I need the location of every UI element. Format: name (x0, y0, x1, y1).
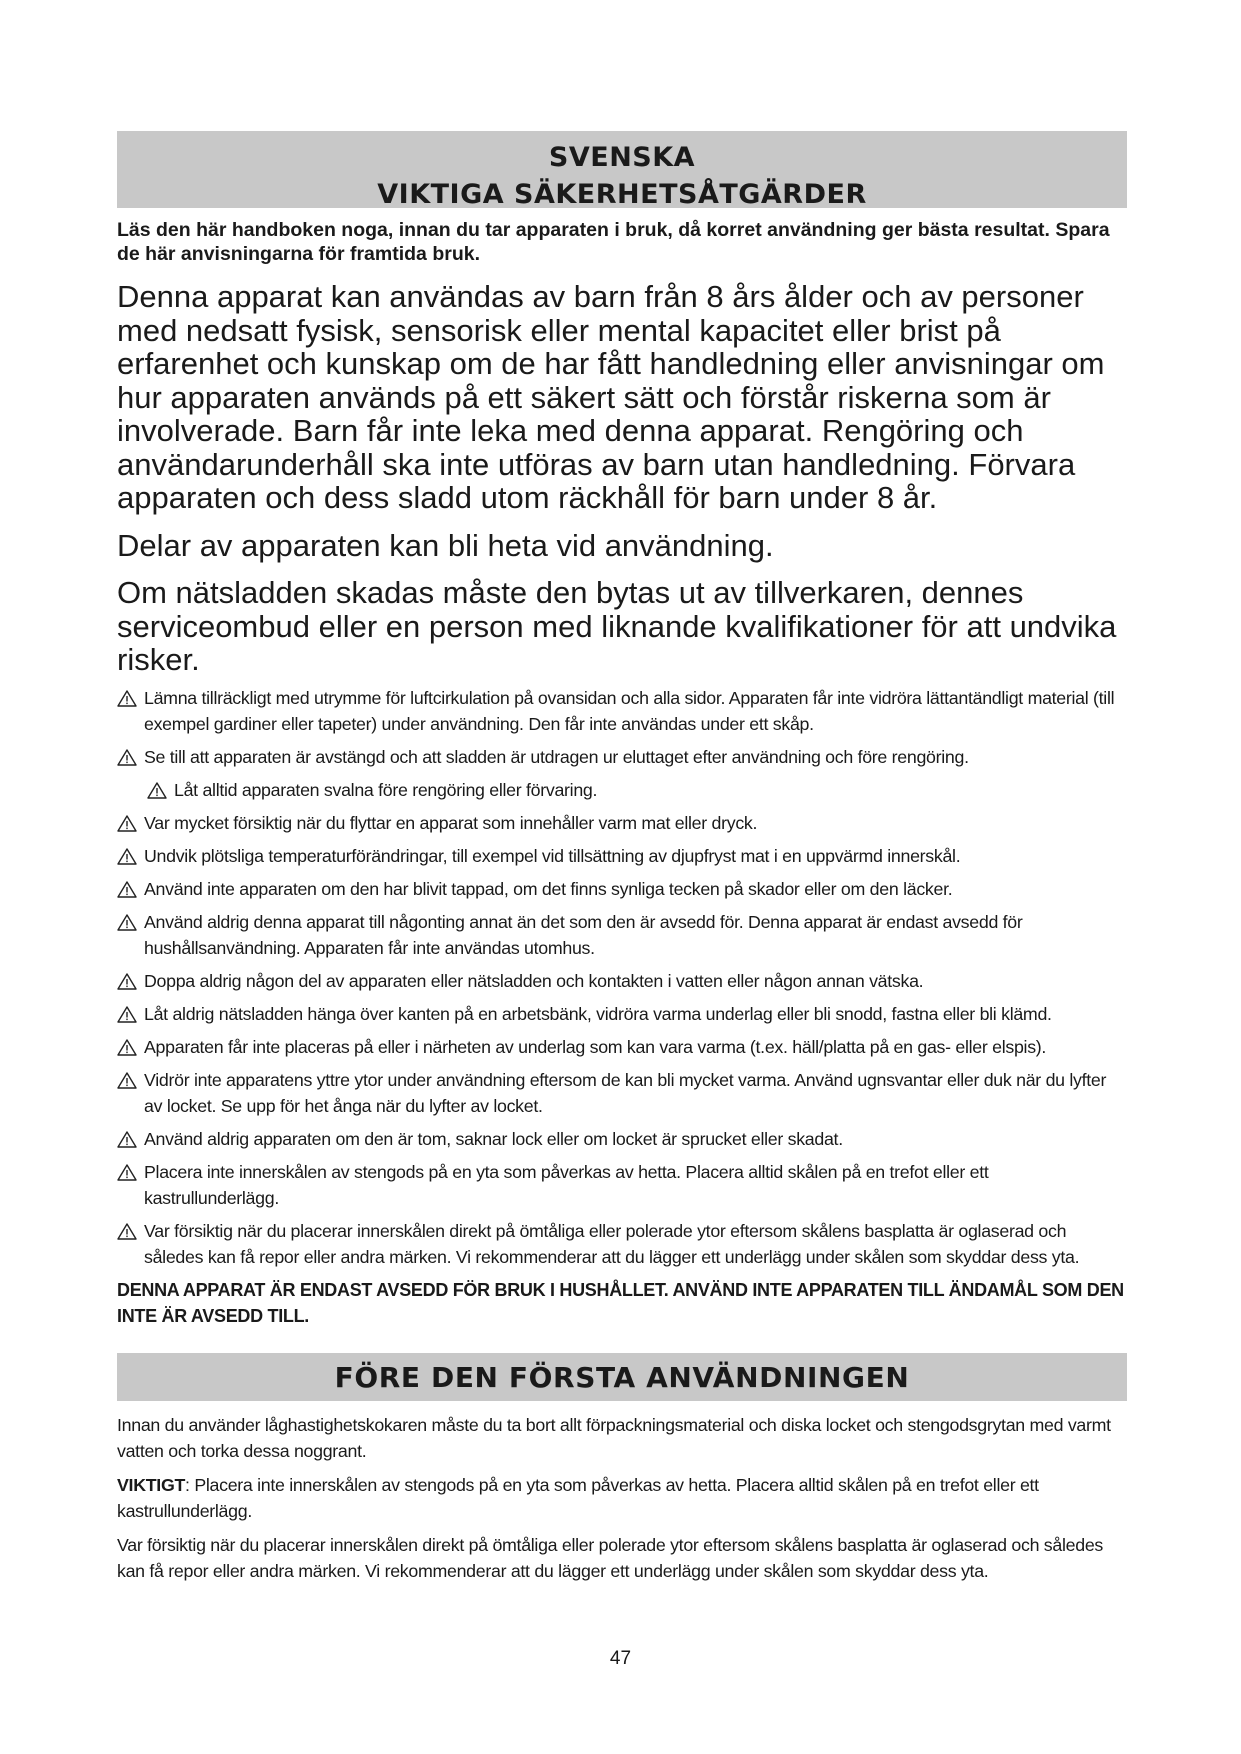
warning-item (117, 876, 1127, 902)
warning-text: Vidrör inte apparatens yttre ytor under användning eftersom de kan bli mycket varma. Använd ugnsvantar eller duk när du lyfter av locket. Se upp för het ånga när du lyfter av locket. (144, 1069, 1107, 1116)
warning-list (117, 685, 1127, 1270)
warning-triangle-icon (117, 1159, 141, 1181)
warning-item (117, 843, 1127, 869)
warning-triangle-icon (117, 685, 141, 707)
warning-item (117, 1001, 1127, 1027)
warning-text: Lämna tillräckligt med utrymme för luftcirkulation på ovansidan och alla sidor. Apparaten får inte vidröra lättantändligt material (till exempel gardiner eller tapeter) under användning. Den får inte användas under ett skåp. (144, 687, 1115, 734)
warning-text: Använd inte apparaten om den har blivit tappad, om det finns synliga tecken på skador eller om den läcker. (144, 878, 953, 899)
section-heading: FÖRE DEN FÖRSTA ANVÄNDNINGEN (117, 1353, 1127, 1401)
warning-text: Undvik plötsliga temperaturförändringar, till exempel vid tillsättning av djupfryst mat i en uppvärmd innerskål. (144, 845, 961, 866)
warning-item (117, 1067, 1127, 1119)
warning-triangle-icon (117, 909, 141, 931)
warning-triangle-icon (117, 1001, 141, 1023)
surface-care-paragraph: Var försiktig när du placerar innerskålen direkt på ömtåliga eller polerade ytor eftersom skålens basplatta är oglaserad och således kan få repor eller andra märken. Vi rekommenderar att du lägger ett underlägg under skålen som skyddar dess yta. (117, 1534, 1104, 1581)
warning-item (117, 1034, 1127, 1060)
language-heading: SVENSKA (548, 142, 696, 173)
household-notice: DENNA APPARAT ÄR ENDAST AVSEDD FÖR BRUK I HUSHÅLLET. ANVÄND INTE APPARATEN TILL ÄNDAMÅL SOM DEN INTE ÄR AVSEDD TILL. (117, 1279, 1124, 1326)
warning-triangle-icon (117, 968, 141, 990)
warning-item (117, 685, 1127, 737)
warning-item (117, 1126, 1127, 1152)
intro-text: Läs den här handboken noga, innan du tar apparaten i bruk, då korret användning ger bästa resultat. Spara de här anvisningarna för framtida bruk. (117, 219, 1110, 265)
warning-text: Använd aldrig denna apparat till någonting annat än det som den är avsedd för. Denna apparat är endast avsedd för hushållsanvändning. Apparaten får inte användas utomhus. (144, 911, 1023, 958)
important-text: : Placera inte innerskålen av stengods på en yta som påverkas av hetta. Placera alltid skålen på en trefot eller ett kastrullunderlägg. (117, 1474, 1039, 1521)
warning-triangle-icon (117, 1126, 141, 1148)
warning-item (117, 810, 1127, 836)
page-number: 47 (609, 1648, 632, 1669)
warning-triangle-icon (117, 1218, 141, 1240)
unpacking-paragraph: Innan du använder låghastighetskokaren måste du ta bort allt förpackningsmaterial och diska locket och stengodsgrytan med varmt vatten och torka dessa noggrant. (117, 1414, 1111, 1461)
warning-text: Låt aldrig nätsladden hänga över kanten på en arbetsbänk, vidröra varma underlag eller bli snodd, fastna eller bli klämd. (144, 1003, 1052, 1024)
warning-text: Apparaten får inte placeras på eller i närheten av underlag som kan vara varma (t.ex. häll/platta på en gas- eller elspis). (144, 1036, 1047, 1057)
warning-item (117, 909, 1127, 961)
important-label: VIKTIGT (117, 1474, 186, 1495)
warning-triangle-icon (117, 876, 141, 898)
warning-triangle-icon (117, 1034, 141, 1056)
warning-text: Låt alltid apparaten svalna före rengöring eller förvaring. (174, 779, 598, 800)
warning-triangle-icon (117, 1067, 141, 1089)
header-banner (117, 131, 1127, 208)
warning-triangle-icon (117, 744, 141, 766)
warning-triangle-icon (117, 843, 141, 865)
important-paragraph (117, 1472, 1127, 1524)
hot-parts-paragraph: Delar av apparaten kan bli heta vid användning. (117, 527, 774, 563)
warning-triangle-icon (147, 777, 171, 799)
warning-text: Placera inte innerskålen av stengods på en yta som påverkas av hetta. Placera alltid skålen på en trefot eller ett kastrullunderlägg. (144, 1161, 989, 1208)
page-title: VIKTIGA SÄKERHETSÅTGÄRDER (377, 179, 867, 210)
warning-text: Se till att apparaten är avstängd och att sladden är utdragen ur eluttaget efter användning och före rengöring. (144, 746, 969, 767)
power-cord-paragraph: Om nätsladden skadas måste den bytas ut av tillverkaren, dennes serviceombud eller en person med liknande kvalifikationer för att undvika risker. (117, 575, 1117, 677)
warning-text: Var försiktig när du placerar innerskålen direkt på ömtåliga eller polerade ytor eftersom skålens basplatta är oglaserad och således kan få repor eller andra märken. Vi rekommenderar att du lägger ett underlägg under skålen som skyddar dess yta. (144, 1220, 1080, 1267)
warning-item (117, 968, 1127, 994)
warning-item (117, 1159, 1127, 1211)
manual-page (117, 131, 1127, 1584)
warning-text: Var mycket försiktig när du flyttar en apparat som innehåller varm mat eller dryck. (144, 812, 758, 833)
children-usage-paragraph: Denna apparat kan användas av barn från 8 års ålder och av personer med nedsatt fysisk, sensorisk eller mental kapacitet eller brist på erfarenhet och kunskap om de har fått handledning eller anvisningar om hur apparaten används på ett säkert sätt och förstår riskerna som är involverade. Barn får inte leka med denna apparat. Rengöring och användarunderhåll ska inte utföras av barn utan handledning. Förvara apparaten och dess sladd utom räckhåll för barn under 8 år. (117, 279, 1105, 515)
warning-item (117, 777, 1127, 803)
warning-triangle-icon (117, 810, 141, 832)
warning-item (117, 744, 1127, 770)
warning-text: Doppa aldrig någon del av apparaten eller nätsladden och kontakten i vatten eller någon annan vätska. (144, 970, 924, 991)
warning-item (117, 1218, 1127, 1270)
warning-text: Använd aldrig apparaten om den är tom, saknar lock eller om locket är sprucket eller skadat. (144, 1128, 843, 1149)
